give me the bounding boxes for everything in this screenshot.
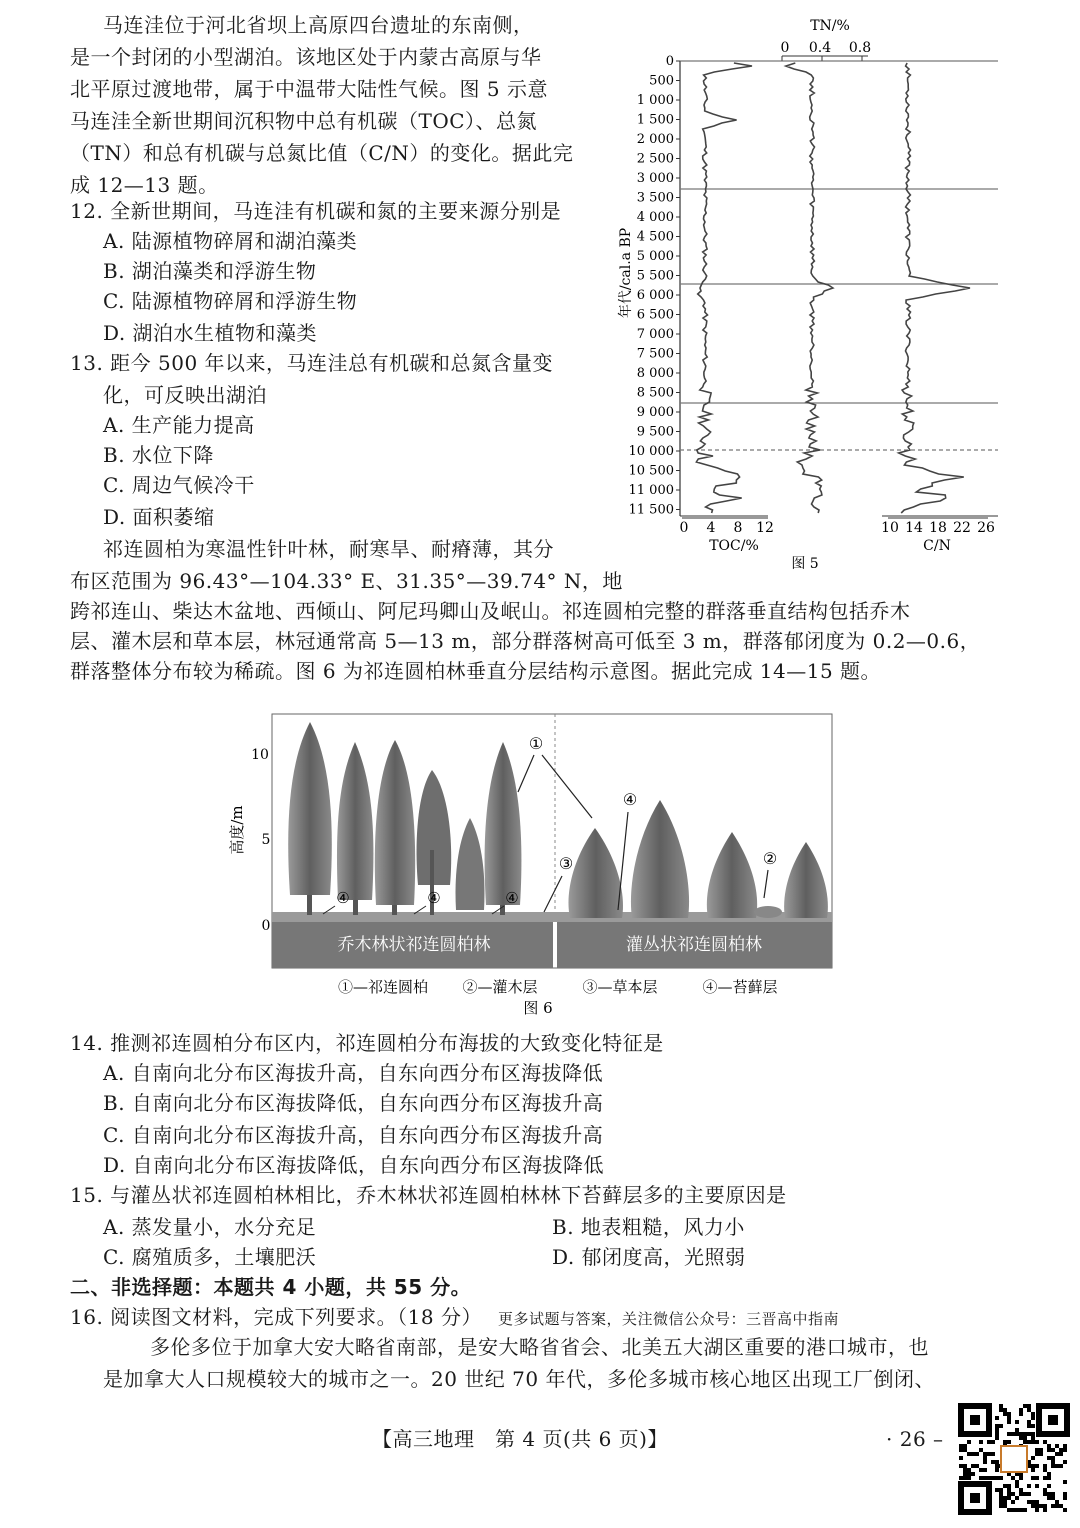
fig5-ytick-label: 6 000 [636,288,674,303]
p2-line-2: 布区范围为 96.43°—104.33° E、31.35°—39.74° N，地 [70,569,623,593]
marker-4-a: ④ [336,889,350,907]
intro-line-4: 马连洼全新世期间沉积物中总有机碳（TOC）、总氮 [70,109,538,133]
fig5-ytick-label: 9 500 [636,424,674,440]
fig5-cn-label: C/N [923,538,951,554]
intro-line-2: 是一个封闭的小型湖泊。该地区处于内蒙古高原与华 [70,45,542,69]
figure-5 [610,8,1030,578]
intro-line-5: （TN）和总有机碳与总氮比值（C/N）的变化。据此完 [70,141,574,165]
fig6-ytick-10: 10 [251,747,269,763]
q14-stem: 14. 推测祁连圆柏分布区内，祁连圆柏分布海拔的大致变化特征是 [70,1031,664,1055]
cn-curve [899,63,970,513]
q16-promo: 更多试题与答案，关注微信公众号：三晋高中指南 [498,1310,840,1328]
fig5-cn-tick: 14 [905,520,923,536]
marker-4-c: ④ [505,889,519,907]
q13-option-a[interactable]: A. 生产能力提高 [103,413,255,437]
fig5-ytick-label: 1 000 [636,93,674,108]
fig5-caption: 图 5 [791,556,819,572]
q15-stem: 15. 与灌丛状祁连圆柏林相比，乔木林状祁连圆柏林林下苔藓层多的主要原因是 [70,1183,787,1207]
fig5-ytick-label: 9 000 [636,405,674,420]
fig5-ytick-label: 3 000 [636,171,674,186]
marker-3: ③ [558,854,574,873]
q12-option-c[interactable]: C. 陆源植物碎屑和浮游生物 [103,289,358,313]
section-2-heading: 二、非选择题：本题共 4 小题，共 55 分。 [70,1275,472,1299]
fig5-ytick-label: 6 500 [636,307,674,323]
marker-4-top: ④ [622,790,638,809]
fig6-ytick-0: 0 [261,918,271,934]
fig5-ytick-label: 4 500 [636,229,674,245]
q14-option-d[interactable]: D. 自南向北分布区海拔降低，自东向西分布区海拔降低 [103,1153,605,1177]
q12-option-d[interactable]: D. 湖泊水生植物和藻类 [103,321,318,345]
q15-option-c[interactable]: C. 腐殖质多，土壤肥沃 [103,1245,317,1269]
fig5-ytick-label: 500 [649,73,674,89]
q13-option-c[interactable]: C. 周边气候冷干 [103,473,255,497]
fig5-ytick-label: 1 500 [636,112,674,128]
fig5-toc-label: TOC/% [709,538,759,554]
q14-option-b[interactable]: B. 自南向北分布区海拔降低，自东向西分布区海拔升高 [103,1091,604,1115]
fig5-ytick-label: 5 500 [636,268,674,284]
label-shrub-forest: 灌丛状祁连圆柏林 [626,935,762,955]
fig5-toc-tick: 8 [733,520,743,536]
q13-stem-line2: 化，可反映出湖泊 [103,383,267,407]
marker-4-b: ④ [427,889,441,907]
p2-line-3: 跨祁连山、柴达木盆地、西倾山、阿尼玛卿山及岷山。祁连圆柏完整的群落垂直结构包括乔木 [70,599,911,623]
fig5-ytick-label: 0 [665,54,674,69]
q16-stem: 16. 阅读图文材料，完成下列要求。（18 分） [70,1305,482,1329]
q12-option-a[interactable]: A. 陆源植物碎屑和湖泊藻类 [103,229,358,253]
fig6-caption: 图 6 [523,999,553,1017]
q16-line-1: 多伦多位于加拿大安大略省南部，是安大略省省会、北美五大湖区重要的港口城市，也 [150,1335,929,1359]
figure-6 [220,700,840,1020]
fig5-cn-tick: 22 [953,520,971,536]
fig5-cn-tick: 18 [929,520,947,536]
q12-option-b[interactable]: B. 湖泊藻类和浮游生物 [103,259,317,283]
q13-option-b[interactable]: B. 水位下降 [103,443,214,467]
q15-option-b[interactable]: B. 地表粗糙，风力小 [552,1215,745,1239]
fig6-ytick-5: 5 [261,832,271,848]
fig5-ytick-label: 11 000 [628,483,674,498]
p2-line-4: 层、灌木层和草本层，林冠通常高 5—13 m，部分群落树高可低至 3 m，群落郁闭度为 0.2—0.6， [70,629,981,653]
fig5-cn-tick: 26 [977,520,995,536]
fig5-ytick-label: 4 000 [636,210,674,225]
legend-4: ④—苔藓层 [702,978,778,996]
q13-stem-line1: 13. 距今 500 年以来，马连洼总有机碳和总氮含量变 [70,351,554,375]
label-tree-forest: 乔木林状祁连圆柏林 [337,935,491,955]
marker-1: ① [528,734,544,753]
fig5-tn-tick: 0.4 [808,40,832,56]
q16-line-2: 是加拿大人口规模较大的城市之一。20 世纪 70 年代，多伦多城市核心地区出现工厂倒闭、 [103,1367,935,1391]
qr-code-icon [955,1400,1073,1518]
fig5-toc-tick: 4 [706,520,716,536]
fig5-cn-tick: 10 [881,520,899,536]
toc-curve [696,63,752,513]
fig5-tn-label: TN/% [810,18,850,34]
q13-option-d[interactable]: D. 面积萎缩 [103,505,215,529]
q15-option-d[interactable]: D. 郁闭度高，光照弱 [552,1245,746,1269]
fig5-ytick-label: 10 000 [628,444,674,459]
fig5-ytick-label: 7 000 [636,327,674,342]
fig5-ytick-label: 8 500 [636,385,674,401]
intro-line-1: 马连洼位于河北省坝上高原四台遗址的东南侧， [103,13,534,37]
p2-line-1: 祁连圆柏为寒温性针叶林，耐寒旱、耐瘠薄，其分 [103,537,554,561]
legend-3: ③—草本层 [582,978,658,996]
q15-option-a[interactable]: A. 蒸发量小，水分充足 [103,1215,317,1239]
footer-code: · 26 – [886,1427,944,1451]
fig5-ytick-label: 2 000 [636,132,674,147]
legend-2: ②—灌木层 [462,978,538,996]
fig5-tn-tick: 0 [780,40,790,56]
p2-line-5: 群落整体分布较为稀疏。图 6 为祁连圆柏林垂直分层结构示意图。据此完成 14—15 题。 [70,659,882,683]
fig5-toc-tick: 0 [679,520,689,536]
fig5-ytick-label: 11 500 [628,502,674,518]
fig6-ylabel: 高度/m [228,805,246,855]
legend-1: ①—祁连圆柏 [337,978,429,996]
tn-curve [786,63,833,513]
intro-line-3: 北平原过渡地带，属于中温带大陆性气候。图 5 示意 [70,77,548,101]
fig5-ytick-label: 5 000 [636,249,674,264]
fig5-ytick-label: 2 500 [636,151,674,167]
fig5-tn-tick: 0.8 [848,40,872,56]
fig5-toc-tick: 12 [756,520,774,536]
intro-line-6: 成 12—13 题。 [70,173,219,197]
q12-stem: 12. 全新世期间，马连洼有机碳和氮的主要来源分别是 [70,199,562,223]
marker-2: ② [762,849,778,868]
fig5-ylabel: 年代/cal.a BP [618,227,634,319]
footer-title: 【高三地理 第 4 页(共 6 页)】 [372,1427,668,1451]
q14-option-c[interactable]: C. 自南向北分布区海拔升高，自东向西分布区海拔升高 [103,1123,604,1147]
fig5-ytick-label: 3 500 [636,190,674,206]
fig5-ytick-label: 7 500 [636,346,674,362]
fig5-ytick-label: 10 500 [628,463,674,479]
fig5-ytick-label: 8 000 [636,366,674,381]
q14-option-a[interactable]: A. 自南向北分布区海拔升高，自东向西分布区海拔降低 [103,1061,604,1085]
